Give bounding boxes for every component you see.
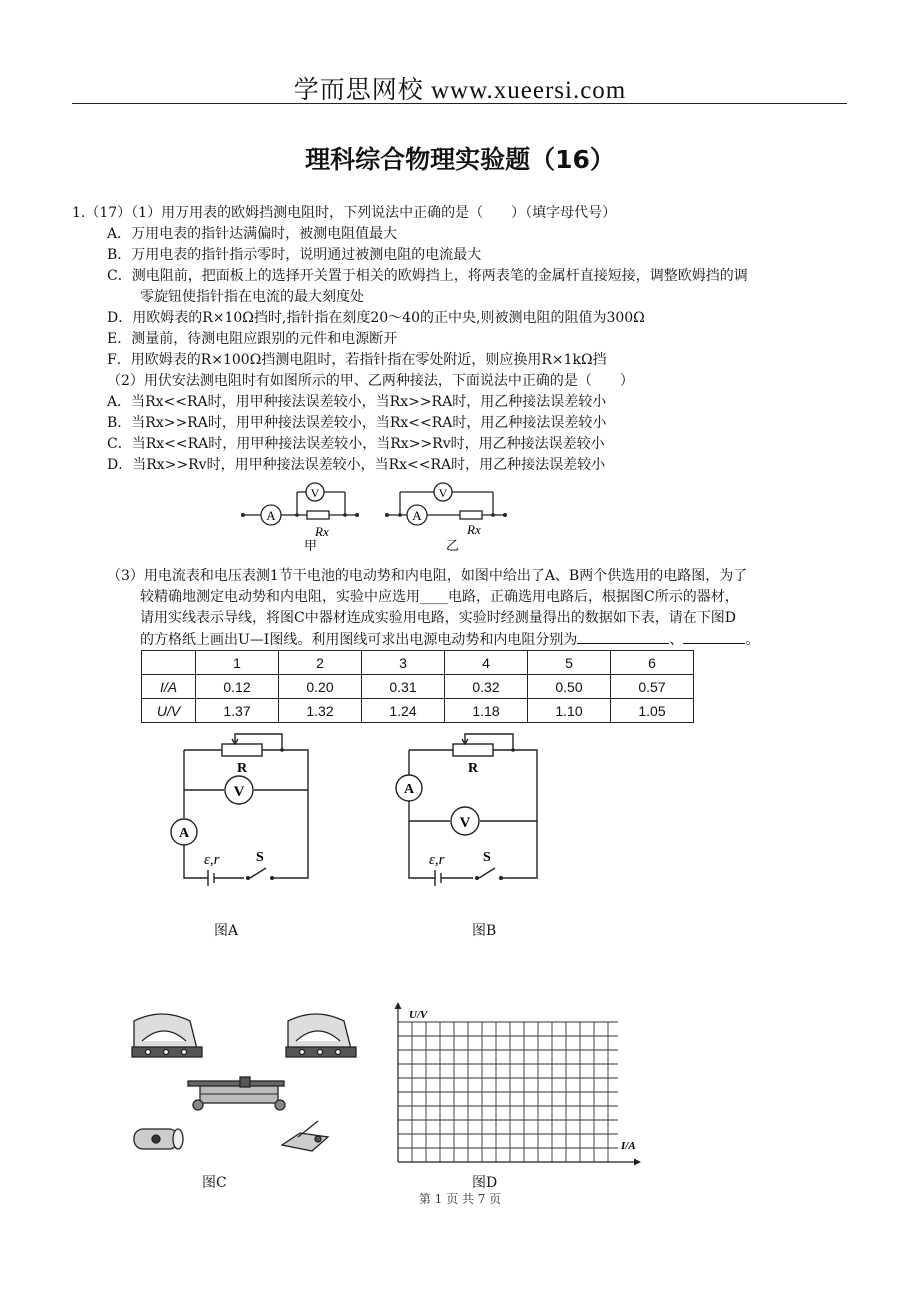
table-cell: 5 [528, 651, 611, 675]
q2-option-a: A．当Rx<<RA时，用甲种接法误差较小，当Rx>>RA时，用乙种接法误差较小 [107, 394, 607, 410]
caption-figure-d: 图D [472, 1175, 498, 1191]
table-row-current [142, 675, 694, 699]
caption-figure-a: 图A [214, 923, 239, 939]
label-s-a: S [256, 850, 264, 865]
measurement-table [141, 650, 694, 723]
meter-icon [132, 1014, 202, 1057]
caption-yi: 乙 [446, 538, 460, 553]
q3-line4-end: 。 [745, 632, 760, 648]
meter-icon [286, 1014, 356, 1057]
voltmeter-label-jia: V [310, 486, 320, 500]
table-cell [142, 651, 196, 675]
q1-option-c-line2: 零旋钮使指针指在电流的最大刻度处 [140, 289, 364, 305]
caption-figure-b: 图B [472, 923, 497, 939]
q2-option-d: D．当Rx>>Rv时，用甲种接法误差较小，当Rx<<RA时，用乙种接法误差较小 [107, 457, 606, 473]
battery-icon [134, 1129, 183, 1149]
table-cell: 1 [196, 651, 279, 675]
table-row-label: I/A [142, 675, 196, 699]
q3-line2: 较精确地测定电动势和内电阻，实验中应选用____电路，正确选用电路后，根据图C所示的器材， [140, 589, 739, 605]
q1-option-b: B．万用电表的指针指示零时，说明通过被测电阻的电流最大 [107, 247, 482, 263]
caption-figure-c: 图C [202, 1175, 227, 1191]
circuit-diagram-a [160, 728, 320, 888]
table-cell: 4 [445, 651, 528, 675]
q1-option-f: F．用欧姆表的R×100Ω挡测电阻时，若指针指在零处附近，则应换用R×1kΩ挡 [107, 352, 607, 368]
table-cell: 1.10 [528, 699, 611, 723]
table-cell: 0.20 [279, 675, 362, 699]
table-cell: 1.24 [362, 699, 445, 723]
voltmeter-label-yi: V [438, 486, 448, 500]
table-cell: 0.57 [611, 675, 694, 699]
q1-stem: 1.（17）（1）用万用表的欧姆挡测电阻时，下列说法中正确的是（ ）（填字母代号） [72, 205, 617, 221]
rx-label-yi: Rx [467, 522, 481, 537]
table-cell: 0.31 [362, 675, 445, 699]
q1-option-e: E．测量前，待测电阻应跟别的元件和电源断开 [107, 331, 398, 347]
voltmeter-icon-a: V [233, 784, 245, 800]
table-header-row [142, 651, 694, 675]
table-cell: 0.50 [528, 675, 611, 699]
q1-option-a: A．万用电表的指针达满偏时，被测电阻值最大 [107, 226, 398, 242]
table-cell: 2 [279, 651, 362, 675]
x-axis-arrow [634, 1159, 641, 1166]
q1-option-c-line1: C．测电阻前，把面板上的选择开关置于相关的欧姆挡上，将两表笔的金属杆直接短接，调整欧姆挡的调 [107, 268, 748, 284]
label-r-a: R [236, 761, 248, 776]
switch-icon [282, 1121, 328, 1151]
q2-option-b: B．当Rx>>RA时，用甲种接法误差较小，当Rx<<RA时，用乙种接法误差较小 [107, 415, 607, 431]
table-cell: 1.32 [279, 699, 362, 723]
table-cell: 1.18 [445, 699, 528, 723]
table-row-voltage [142, 699, 694, 723]
rheostat-icon [188, 1077, 285, 1110]
label-er-b: ε,r [429, 852, 445, 868]
table-cell: 1.05 [611, 699, 694, 723]
voltmeter-icon-b: V [459, 815, 471, 831]
q3-line4-sep: 、 [669, 632, 684, 648]
q1-option-d: D．用欧姆表的R×10Ω挡时,指针指在刻度20～40的正中央,则被测电阻的阻值为300Ω [107, 310, 645, 326]
ammeter-icon-b: A [403, 782, 415, 797]
label-s-b: S [483, 850, 491, 865]
label-r-b: R [467, 761, 479, 776]
page-title: 理科综合物理实验题（16） [305, 145, 615, 174]
x-axis-label: I/A [621, 1140, 636, 1152]
ammeter-icon-a: A [178, 826, 190, 841]
page-header: 学而思网校 www.xueersi.com [293, 77, 627, 104]
caption-jia: 甲 [304, 538, 318, 553]
answer-blank-emf[interactable] [577, 629, 669, 644]
y-axis-label: U/V [409, 1009, 428, 1021]
q3-line4 [140, 629, 759, 651]
q2-stem: （2）用伏安法测电阻时有如图所示的甲、乙两种接法，下面说法中正确的是（ ） [107, 373, 634, 389]
label-er-a: ε,r [204, 852, 220, 868]
table-cell: 1.37 [196, 699, 279, 723]
ammeter-label-yi: A [412, 508, 422, 523]
table-cell: 0.12 [196, 675, 279, 699]
voltammeter-circuits-figure [235, 478, 525, 553]
ammeter-label-jia: A [266, 508, 276, 523]
q3-line1: （3）用电流表和电压表测1节干电池的电动势和内电阻，如图中给出了A、B两个供选用的电路图，为了 [107, 568, 748, 584]
y-axis-arrow [395, 1002, 402, 1009]
table-cell: 0.32 [445, 675, 528, 699]
q2-option-c: C．当Rx<<RA时，用甲种接法误差较小，当Rx>>Rv时，用乙种接法误差较小 [107, 436, 605, 452]
q3-line3: 请用实线表示导线，将图C中器材连成实验用电路，实验时经测量得出的数据如下表，请在下图D [140, 610, 736, 626]
grid-paper-figure-d [385, 1000, 655, 1170]
table-row-label: U/V [142, 699, 196, 723]
rx-label-jia: Rx [315, 524, 329, 539]
answer-blank-resistance[interactable] [683, 629, 745, 644]
header-divider [72, 103, 847, 104]
table-cell: 3 [362, 651, 445, 675]
table-cell: 6 [611, 651, 694, 675]
apparatus-figure-c [128, 1005, 368, 1165]
q3-line4-text: 的方格纸上画出U—I图线。利用图线可求出电源电动势和内电阻分别为 [140, 632, 578, 648]
page-footer: 第 1 页 共 7 页 [418, 1192, 502, 1206]
circuit-diagram-b [385, 728, 555, 888]
